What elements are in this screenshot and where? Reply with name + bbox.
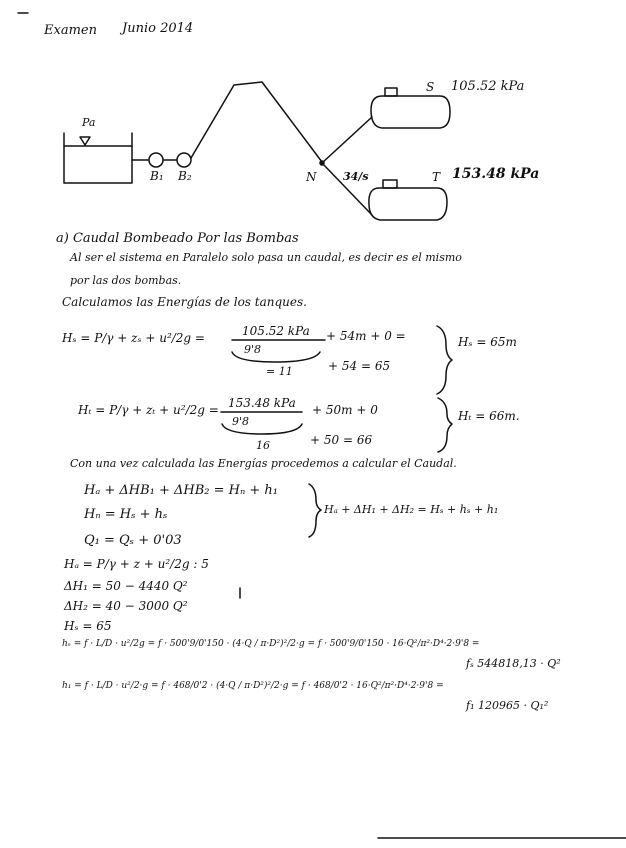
hs-numerator: 105.52 kPa: [242, 324, 310, 338]
hs-second-line: + 54 = 65: [328, 359, 391, 373]
tank-t: [369, 188, 447, 220]
ht-second-line: + 50 = 66: [310, 433, 373, 447]
ht-numerator: 153.48 kPa: [228, 396, 296, 410]
n-branch-label: 34/s: [343, 170, 369, 183]
hs-brace: [437, 326, 452, 394]
system-line3: Q₁ = Qₛ + 0'03: [84, 533, 182, 548]
hs-loss-lhs: hₛ = f · L/D · u²/2g = f · 500'9/0'150 · (4·Q / π·D²)²/2·g = f · 500'9/0'150 · 16·Q²/π²·D⁴·2·9'8 =: [62, 639, 480, 649]
pump-b2: [177, 153, 191, 167]
pa-label: Pa: [82, 116, 96, 129]
transition-text: Con una vez calculada las Energías procedemos a calcular el Caudal.: [70, 457, 457, 470]
tank-t-vent: [383, 180, 397, 188]
section-a-heading: a) Caudal Bombeado Por las Bombas: [56, 231, 299, 246]
h1-loss-result: f₁ 120965 · Q₁²: [466, 699, 549, 712]
n-label: N: [306, 170, 317, 184]
hs-lhs: Hₛ = P/γ + zₛ + u²/2g =: [62, 331, 205, 345]
main-pipe: [191, 82, 322, 162]
ht-den-extra: 16: [256, 439, 270, 452]
pump-b1: [149, 153, 163, 167]
dh1-value: ΔH₁ = 50 − 4440 Q²: [64, 579, 188, 593]
system-brace: [309, 484, 321, 537]
exam-title: Examen: [44, 23, 97, 38]
b1-label: B₁: [150, 169, 164, 183]
hs-value: Hₛ = 65: [64, 619, 112, 633]
branch-s: [322, 117, 372, 163]
ht-lhs: Hₜ = P/γ + zₜ + u²/2g =: [78, 403, 219, 417]
tank-s-vent: [385, 88, 397, 96]
h1-loss-lhs: h₁ = f · L/D · u²/2·g = f · 468/0'2 · (4·Q / π·D²)²/2·g = f · 468/0'2 · 16·Q²/π²·D⁴·2·9'8 =: [62, 681, 444, 691]
surface-triangle: [80, 137, 90, 145]
ht-result: Hₜ = 66m.: [458, 409, 520, 423]
t-pressure: 153.48 kPa: [452, 166, 540, 182]
section-a-line1: Al ser el sistema en Paralelo solo pasa un caudal, es decir es el mismo: [70, 251, 462, 264]
system-line2: Hₙ = Hₛ + hₛ: [84, 507, 168, 522]
section-a-line2: por las dos bombas.: [70, 274, 182, 287]
hs-den-extra: = 11: [266, 365, 293, 378]
ht-brace: [438, 398, 452, 452]
hs-plus-z: + 54m + 0 =: [326, 329, 406, 343]
hs-loss-result: fₛ 544818,13 · Q²: [466, 657, 561, 670]
system-line1: Hₐ + ΔHB₁ + ΔHB₂ = Hₙ + h₁: [84, 483, 279, 498]
hs-denominator: 9'8: [244, 343, 262, 356]
t-label: T: [432, 170, 441, 184]
energy-intro: Calculamos las Energías de los tanques.: [62, 295, 307, 309]
dh2-value: ΔH₂ = 40 − 3000 Q²: [64, 599, 188, 613]
tank-s: [371, 96, 450, 128]
reservoir-a: [64, 133, 132, 183]
exam-date: Junio 2014: [122, 21, 194, 36]
ht-plus-z: + 50m + 0: [312, 403, 378, 417]
ha-value: Hₐ = P/γ + z + u²/2g : 5: [64, 557, 209, 571]
system-brace-result: Hₐ + ΔH₁ + ΔH₂ = Hₛ + hₛ + h₁: [324, 503, 499, 516]
b2-label: B₂: [178, 169, 192, 183]
hs-result: Hₛ = 65m: [458, 335, 517, 349]
s-label: S: [426, 80, 435, 94]
ht-denominator: 9'8: [232, 415, 250, 428]
s-pressure: 105.52 kPa: [451, 79, 525, 94]
